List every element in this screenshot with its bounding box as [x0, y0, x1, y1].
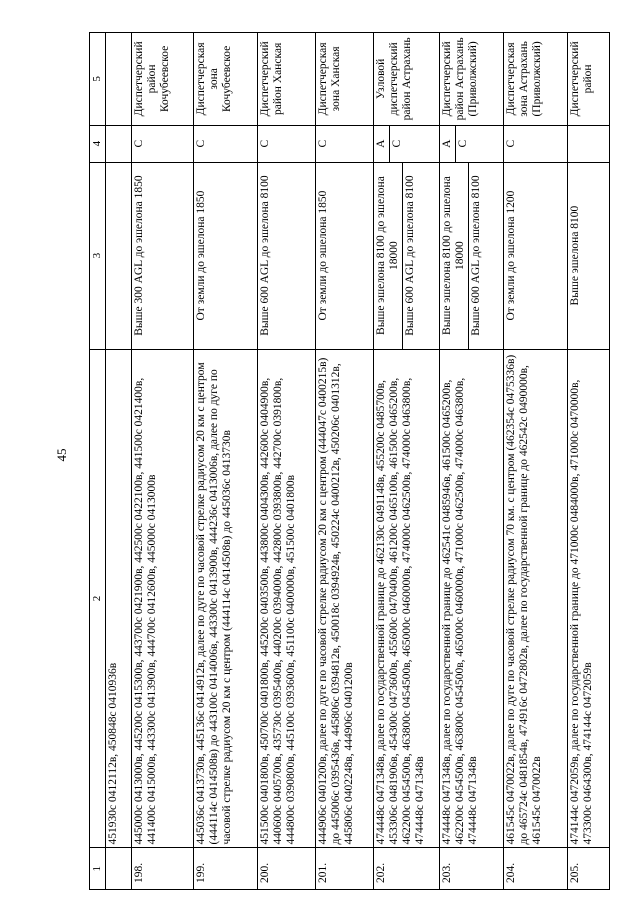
table-row — [373, 33, 439, 890]
airspace-class-entry: С — [316, 139, 329, 148]
boundary-coordinates: 461545с 0470022в, далее по дуге по часовой стрелке радиусом 70 км. с центром (462354с 0475336в) до 465724с 0481854в, 474916с 0472802в, далее по государственной границе до 462542с 0490000в, 461545с 0470022в — [503, 349, 567, 848]
rotated-table-wrapper — [89, 32, 625, 890]
atc-unit-name: Диспетчерская зона Кочубеевское — [193, 33, 257, 126]
row-number: 199. — [193, 848, 257, 890]
atc-unit-name: Диспетчерская зона Ханская — [315, 33, 373, 126]
altitude-limits — [105, 162, 131, 349]
airspace-class — [439, 125, 503, 162]
airspace-class-entry: С — [258, 139, 271, 148]
altitude-limits — [439, 162, 503, 349]
atc-unit-name: Диспетчерский район — [567, 33, 609, 126]
header-col-2: 2 — [90, 349, 106, 848]
table-row — [567, 33, 609, 890]
row-number: 200. — [257, 848, 315, 890]
boundary-coordinates: 445036с 0413730в, 445136с 0414912в, далее по дуге по часовой стрелке радиусом 20 км с центром (444114с 0414508в) до 443100с 0414006в, 443300с 0413900в, 444236с 0413006в, далее по дуге по часовой стрелке радиусом 20 км с центром (444114с 0414508в) до 445036с 0413730в — [193, 349, 257, 848]
airspace-class-entry: А — [440, 139, 453, 148]
row-number — [105, 848, 131, 890]
airspace-class — [503, 125, 567, 162]
row-number: 201. — [315, 848, 373, 890]
atc-unit-name: Диспетчерский район Ханская — [257, 33, 315, 126]
table-body — [105, 33, 609, 890]
boundary-coordinates: 474448с 0471348в, далее по государственной границе до 462541с 0485946в, 461500с 0465200в, 462200с 0454500в, 463800с 0454500в, 465000с 0460000в, 471000с 0462500в, 474000с 0463800в, 474448с 0471348в — [439, 349, 503, 848]
airspace-class — [315, 125, 373, 162]
altitude-limit-entry: От земли до эшелона 1850 — [316, 190, 329, 321]
boundary-coordinates: 474448с 0471348в, далее по государственной границе до 462130с 0491148в, 455200с 0485700в, 453306с 0481906в, 454300с 0473600в, 455600с 0470400в, 461200с 0465100в, 461500с 0465200в, 462200с 0454500в, 463800с 0454500в, 465000с 0460000в, 474000с 0462500в, 474000с 0463800в, 474448с 0471348в — [373, 349, 439, 848]
header-col-5: 5 — [90, 33, 106, 126]
page-number: 45 — [54, 448, 69, 462]
header-col-4: 4 — [90, 125, 106, 162]
table-row — [439, 33, 503, 890]
table-row — [131, 33, 193, 890]
altitude-limit-entry: Выше 600 AGL до эшелона 8100 — [258, 175, 271, 336]
altitude-limits — [257, 162, 315, 349]
altitude-limits — [315, 162, 373, 349]
altitude-limit-entry: Выше эшелона 8100 до эшелона 18000 — [374, 176, 400, 335]
airspace-table — [89, 32, 610, 890]
row-number: 202. — [373, 848, 439, 890]
row-number: 198. — [131, 848, 193, 890]
table-row — [503, 33, 567, 890]
airspace-class-entry: С — [389, 126, 405, 162]
altitude-limit-entry: Выше эшелона 8100 — [568, 205, 581, 306]
atc-unit-name: Диспетчерский район Астрахань (Приволжский) — [439, 33, 503, 126]
row-number: 203. — [439, 848, 503, 890]
altitude-limit-entry: От земли до эшелона 1850 — [194, 190, 207, 321]
altitude-limit-entry: От земли до эшелона 1200 — [504, 190, 517, 321]
boundary-coordinates: 474144с 0472059в, далее по государственной границе до 471000с 0484000в, 471000с 0470000в, 473300с 0464300в, 474144с 0472059в — [567, 349, 609, 848]
altitude-limit-entry: Выше 600 AGL до эшелона 8100 — [402, 163, 418, 349]
boundary-coordinates: 451930с 0412112в, 450848с 0410936в — [105, 349, 131, 848]
atc-unit-name: Узловой диспетчерский район Астрахань — [373, 33, 439, 126]
airspace-class — [193, 125, 257, 162]
airspace-class — [131, 125, 193, 162]
altitude-limits — [193, 162, 257, 349]
altitude-limits — [567, 162, 609, 349]
boundary-coordinates: 451500с 0401800в, 450700с 0401800в, 445200с 0403500в, 443800с 0404300в, 442600с 0404900в, 440600с 0405700в, 435730с 0395400в, 440200с 0394000в, 442800с 0393800в, 442700с 0391800в, 444800с 0390800в, 445100с 0393600в, 451100с 0400000в, 451500с 0401800в — [257, 349, 315, 848]
airspace-class — [567, 125, 609, 162]
altitude-limit-entry: Выше 600 AGL до эшелона 8100 — [468, 163, 484, 349]
atc-unit-name — [105, 33, 131, 126]
altitude-limits — [373, 162, 439, 349]
header-col-3: 3 — [90, 162, 106, 349]
altitude-limit-entry: Выше 300 AGL до эшелона 1850 — [132, 175, 145, 336]
boundary-coordinates: 444906с 0401200в, далее по дуге по часовой стрелке радиусом 20 км с центром (444047с 0400215в) до 445006с 0395436в, 445806с 0394812в, 450018с 0394924в, 450224с 0400212в, 450206с 0401312в, 445806с 0402248в, 444906с 0401200в — [315, 349, 373, 848]
airspace-class — [373, 125, 439, 162]
airspace-class-entry: С — [194, 139, 207, 148]
header-row — [90, 33, 106, 890]
altitude-limit-entry: Выше эшелона 8100 до эшелона 18000 — [440, 176, 466, 335]
airspace-class-entry: С — [455, 126, 471, 162]
table-row — [315, 33, 373, 890]
table-row — [193, 33, 257, 890]
atc-unit-name: Диспетчерская зона Астрахань (Приволжский) — [503, 33, 567, 126]
airspace-class-entry: С — [504, 139, 517, 148]
altitude-limits — [131, 162, 193, 349]
header-col-1: 1 — [90, 848, 106, 890]
atc-unit-name: Диспетчерский район Кочубеевское — [131, 33, 193, 126]
altitude-limits — [503, 162, 567, 349]
row-number: 205. — [567, 848, 609, 890]
airspace-class — [257, 125, 315, 162]
table-row — [105, 33, 131, 890]
airspace-class-entry: С — [132, 139, 145, 148]
row-number: 204. — [503, 848, 567, 890]
airspace-class-entry: А — [374, 139, 387, 148]
boundary-coordinates: 445000с 0413000в, 445200с 0415300в, 443700с 0421900в, 442500с 0422100в, 441500с 0421400в, 441400с 0415000в, 443300с 0413900в, 444700с 0412600в, 445000с 0413000в — [131, 349, 193, 848]
table-row — [257, 33, 315, 890]
airspace-class — [105, 125, 131, 162]
